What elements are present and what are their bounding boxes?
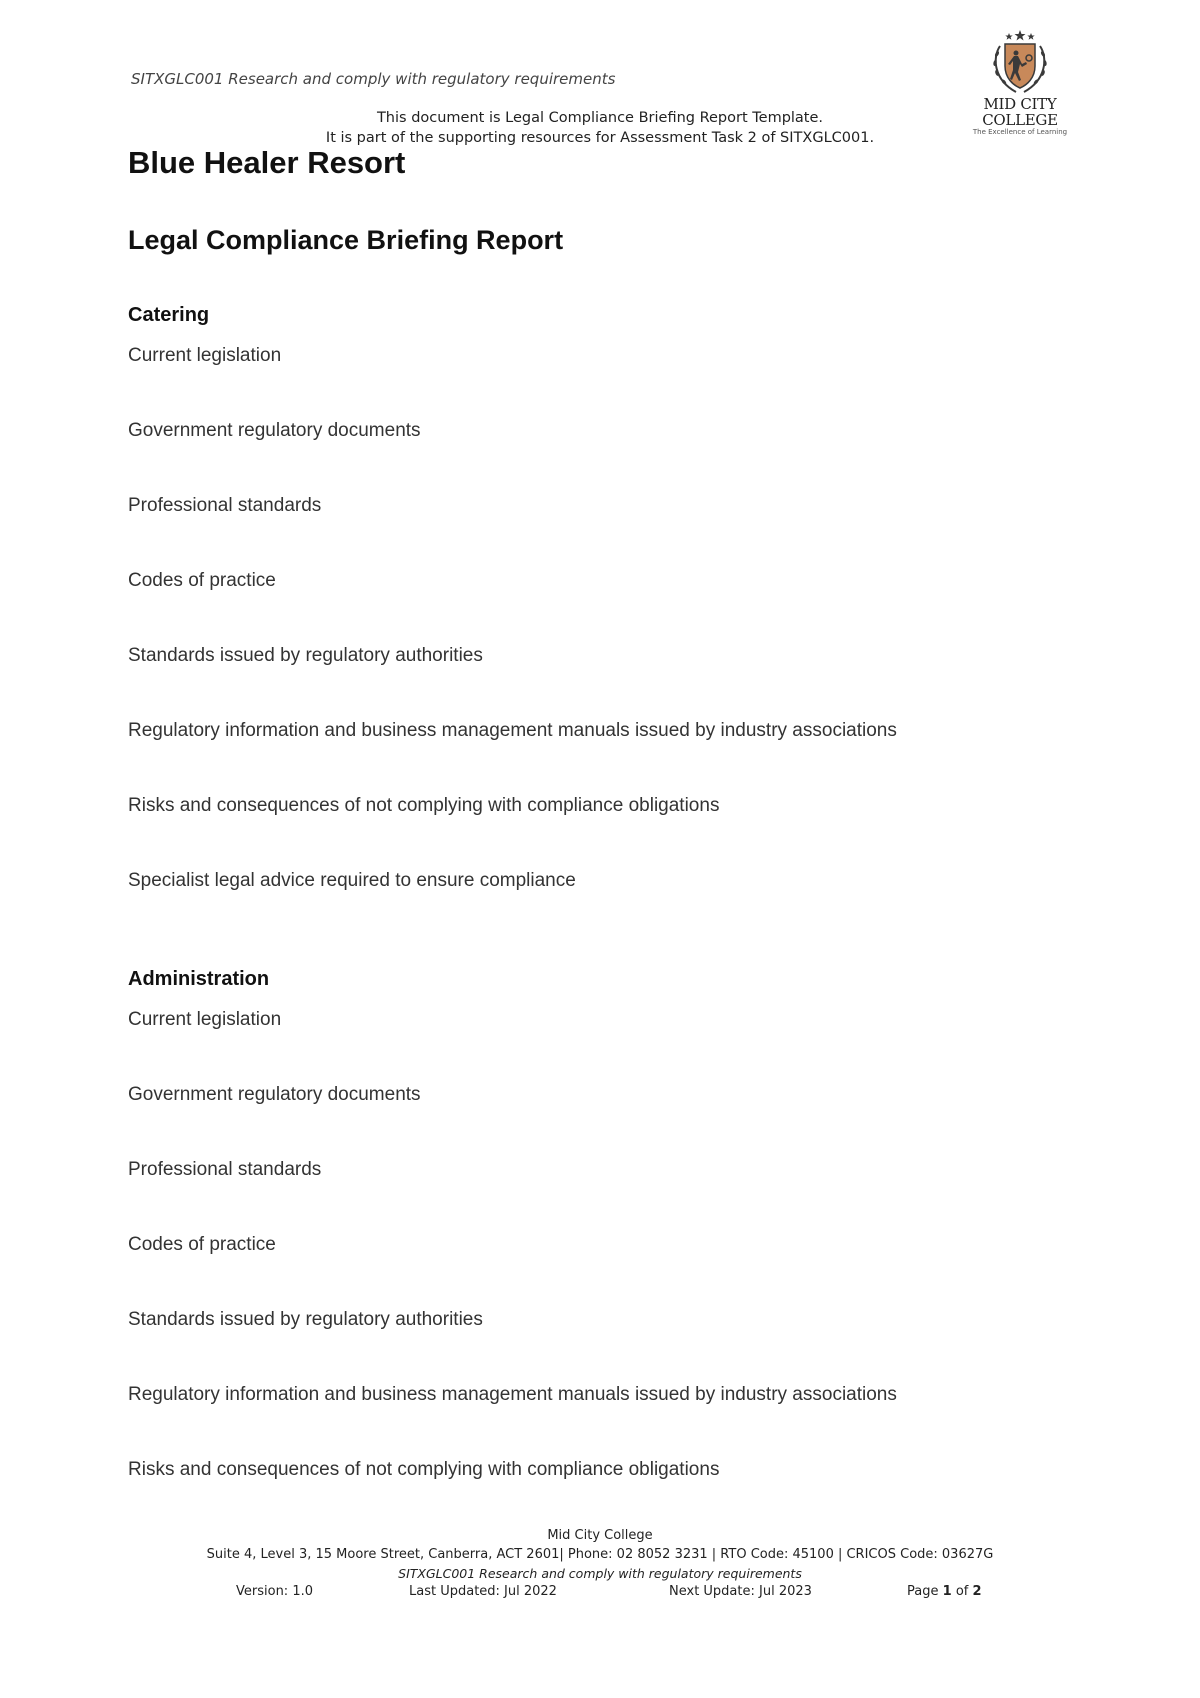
list-item: Risks and consequences of not complying with compliance obligations	[128, 795, 720, 816]
page-of: of	[955, 1584, 969, 1599]
list-item: Standards issued by regulatory authorities	[128, 645, 483, 666]
document-title: Blue Healer Resort	[128, 145, 406, 180]
list-item: Codes of practice	[128, 1234, 276, 1255]
header-unit-title: SITXGLC001 Research and comply with regulatory requirements	[131, 70, 616, 88]
page-total: 2	[972, 1584, 982, 1599]
list-item: Regulatory information and business management manuals issued by industry associations	[128, 1384, 897, 1405]
footer-college-name: Mid City College	[547, 1528, 653, 1543]
college-crest-icon	[980, 28, 1060, 96]
list-item: Government regulatory documents	[128, 420, 421, 441]
header-note-line1: This document is Legal Compliance Briefing Report Template.	[376, 110, 824, 126]
list-item: Government regulatory documents	[128, 1084, 421, 1105]
document-subtitle: Legal Compliance Briefing Report	[128, 225, 564, 255]
list-item: Regulatory information and business management manuals issued by industry associations	[128, 720, 897, 741]
list-item: Professional standards	[128, 495, 322, 516]
logo-tagline: The Excellence of Learning	[972, 128, 1068, 136]
college-logo	[955, 28, 1085, 138]
page-label: Page	[907, 1584, 939, 1599]
section-administration	[128, 964, 897, 1533]
list-item: Specialist legal advice required to ensure compliance	[128, 870, 576, 891]
footer-page-number	[907, 1584, 982, 1599]
footer-unit-title: SITXGLC001 Research and comply with regulatory requirements	[398, 1566, 802, 1581]
list-item: Codes of practice	[128, 570, 276, 591]
footer-address: Suite 4, Level 3, 15 Moore Street, Canberra, ACT 2601| Phone: 02 8052 3231 | RTO Code: 45100 | CRICOS Code: 03627G	[206, 1547, 994, 1562]
section-heading: Administration	[128, 968, 270, 990]
footer-last-updated: Last Updated: Jul 2022	[409, 1584, 557, 1599]
list-item: Professional standards	[128, 1159, 322, 1180]
list-item: Current legislation	[128, 1009, 282, 1030]
section-heading: Catering	[128, 304, 210, 326]
logo-college-name: MID CITY COLLEGE	[982, 95, 1058, 129]
footer-next-update: Next Update: Jul 2023	[669, 1584, 812, 1599]
section-item-list	[128, 344, 897, 944]
header-note-line2: It is part of the supporting resources for Assessment Task 2 of SITXGLC001.	[325, 130, 875, 146]
list-item: Risks and consequences of not complying with compliance obligations	[128, 1459, 720, 1480]
list-item: Standards issued by regulatory authorities	[128, 1309, 483, 1330]
footer-version: Version: 1.0	[236, 1584, 313, 1599]
section-item-list	[128, 1008, 897, 1533]
section-catering	[128, 300, 897, 944]
page-current: 1	[942, 1584, 952, 1599]
list-item: Current legislation	[128, 345, 282, 366]
